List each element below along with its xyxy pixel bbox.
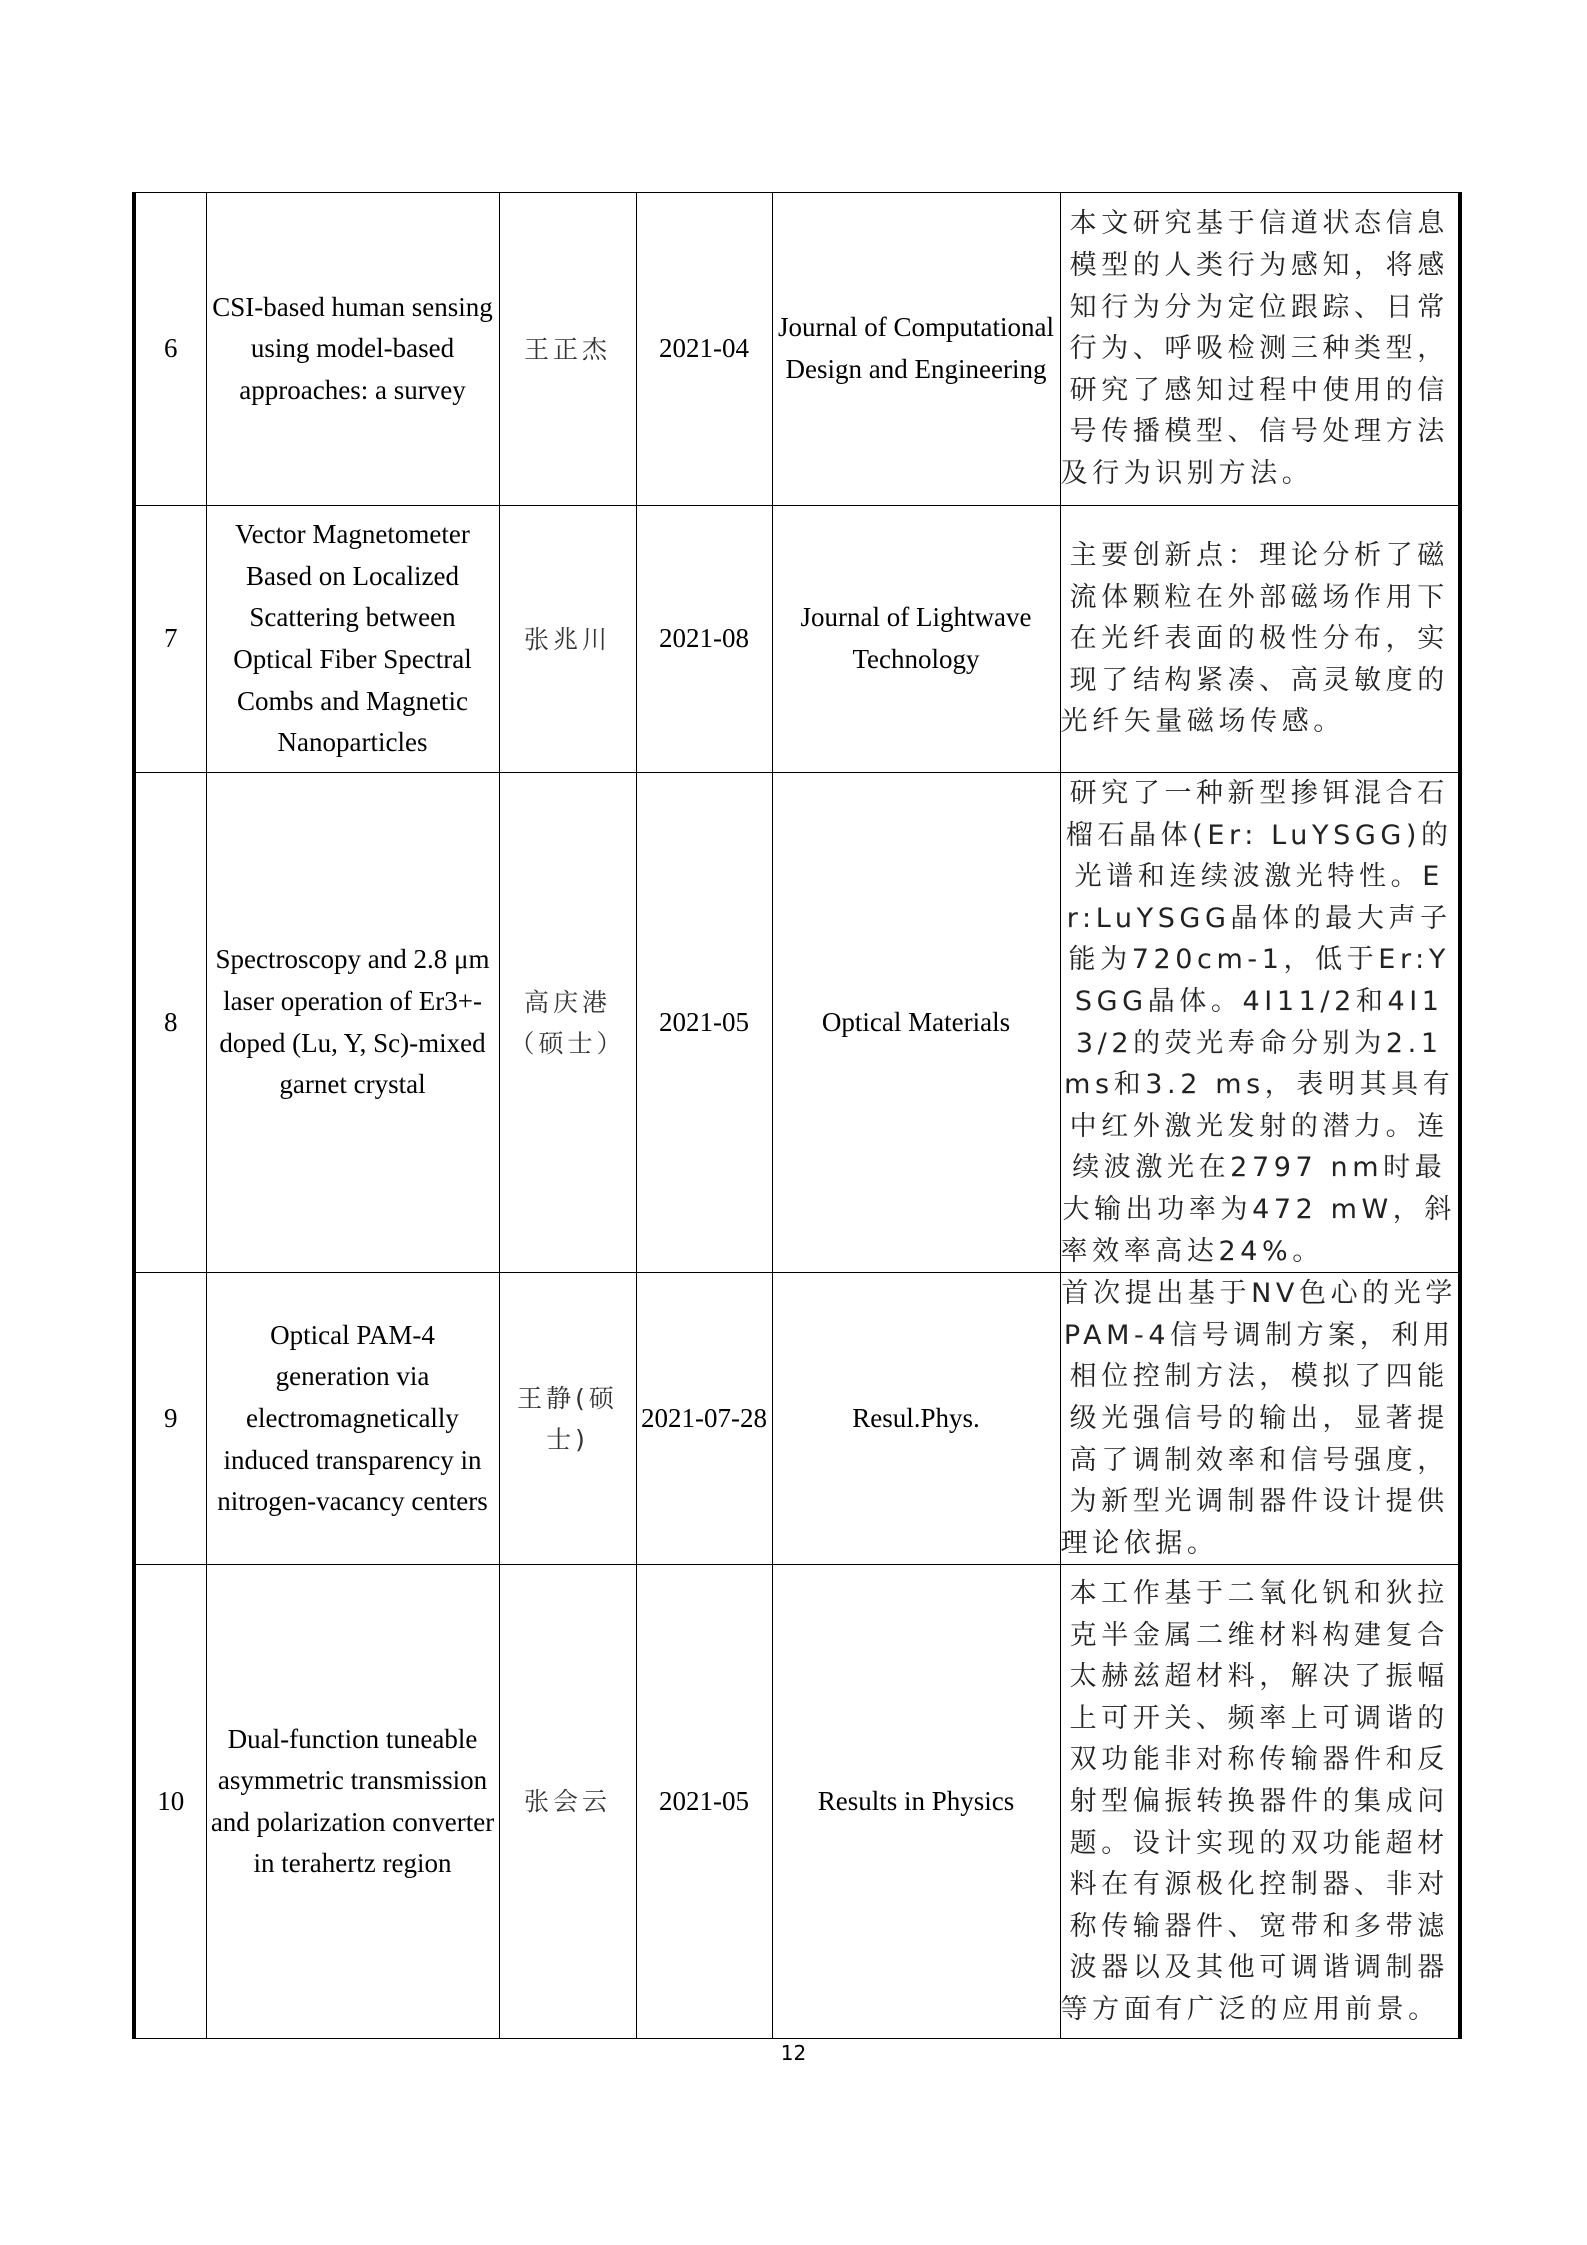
description-text: 研究了一种新型掺铒混合石榴石晶体(Er: LuYSGG)的光谱和连续波激光特性。Er:LuYSGG晶体的最大声子能为720cm-1，低于Er:YSGG晶体。4I11/2和4I13/2的荧光寿命分别为2.1 ms和3.2 ms，表明其具有中红外激光发射的潜力。连续波激光在2797 nm时最大输出功率为472 mW，斜率效率高达24%。 xyxy=(1060,778,1456,1267)
journal-name: Optical Materials xyxy=(772,773,1060,1273)
table-row xyxy=(134,773,1460,1273)
row-number: 10 xyxy=(134,1565,206,2039)
paper-title xyxy=(206,193,499,506)
publish-date xyxy=(636,1273,772,1565)
author xyxy=(499,506,636,773)
publish-date: 2021-05 xyxy=(636,1565,772,2039)
author-text: 高庆港（硕士） xyxy=(509,987,626,1058)
author xyxy=(499,193,636,506)
paper-title-text: CSI-based human sensing using model-based approaches: a survey xyxy=(212,291,493,405)
author-text: 张会云 xyxy=(523,1787,611,1817)
table-row xyxy=(134,506,1460,773)
description xyxy=(1060,193,1460,506)
journal-name: Resul.Phys. xyxy=(772,1273,1060,1565)
paper-title-text: Vector Magnetometer Based on Localized Scattering between Optical Fiber Spectral Combs and Magnetic Nanoparticles xyxy=(233,519,472,758)
author xyxy=(499,1565,636,2039)
author xyxy=(499,1273,636,1565)
paper-title xyxy=(206,1565,499,2039)
paper-title-text: Dual-function tuneable asymmetric transmission and polarization converter in terahertz region xyxy=(210,1723,495,1879)
publish-date-text: 2021-07-28 xyxy=(641,1402,767,1433)
paper-title xyxy=(206,1273,499,1565)
author-text: 王静(硕士) xyxy=(517,1383,618,1454)
paper-title xyxy=(206,773,499,1273)
publications-table xyxy=(132,192,1462,2039)
table-row xyxy=(134,193,1460,506)
paper-title-text: Optical PAM-4 generation via electromagnetically induced transparency in nitrogen-vacancy centers xyxy=(217,1319,488,1517)
publish-date: 2021-04 xyxy=(636,193,772,506)
description-text: 本文研究基于信道状态信息模型的人类行为感知，将感知行为分为定位跟踪、日常行为、呼吸检测三种类型，研究了感知过程中使用的信号传播模型、信号处理方法及行为识别方法。 xyxy=(1060,208,1449,489)
journal-name: Journal of Lightwave Technology xyxy=(772,506,1060,773)
publish-date: 2021-05 xyxy=(636,773,772,1273)
paper-title xyxy=(206,506,499,773)
description-text: 首次提出基于NV色心的光学PAM-4信号调制方案，利用相位控制方法，模拟了四能级光强信号的输出，显著提高了调制效率和信号强度，为新型光调制器件设计提供理论依据。 xyxy=(1060,1278,1457,1559)
journal-name: Results in Physics xyxy=(772,1565,1060,2039)
journal-name: Journal of Computational Design and Engineering xyxy=(772,193,1060,506)
description xyxy=(1060,1273,1460,1565)
description-text: 本工作基于二氧化钒和狄拉克半金属二维材料构建复合太赫兹超材料，解决了振幅上可开关、频率上可调谐的双功能非对称传输器件和反射型偏振转换器件的集成问题。设计实现的双功能超材料在有源极化控制器、非对称传输器件、宽带和多带滤波器以及其他可调谐调制器等方面有广泛的应用前景。 xyxy=(1060,1578,1449,2025)
description xyxy=(1060,506,1460,773)
row-number: 9 xyxy=(134,1273,206,1565)
page-number: 12 xyxy=(780,2041,807,2065)
author-text: 张兆川 xyxy=(523,624,611,654)
table-row xyxy=(134,1273,1460,1565)
author-text: 王正杰 xyxy=(523,334,611,364)
row-number: 7 xyxy=(134,506,206,773)
description xyxy=(1060,773,1460,1273)
description-text: 主要创新点：理论分析了磁流体颗粒在外部磁场作用下在光纤表面的极性分布，实现了结构紧凑、高灵敏度的光纤矢量磁场传感。 xyxy=(1060,540,1449,738)
row-number: 8 xyxy=(134,773,206,1273)
description xyxy=(1060,1565,1460,2039)
publish-date: 2021-08 xyxy=(636,506,772,773)
table-row xyxy=(134,1565,1460,2039)
row-number: 6 xyxy=(134,193,206,506)
author xyxy=(499,773,636,1273)
paper-title-text: Spectroscopy and 2.8 μm laser operation of Er3+-doped (Lu, Y, Sc)-mixed garnet crystal xyxy=(215,944,490,1100)
